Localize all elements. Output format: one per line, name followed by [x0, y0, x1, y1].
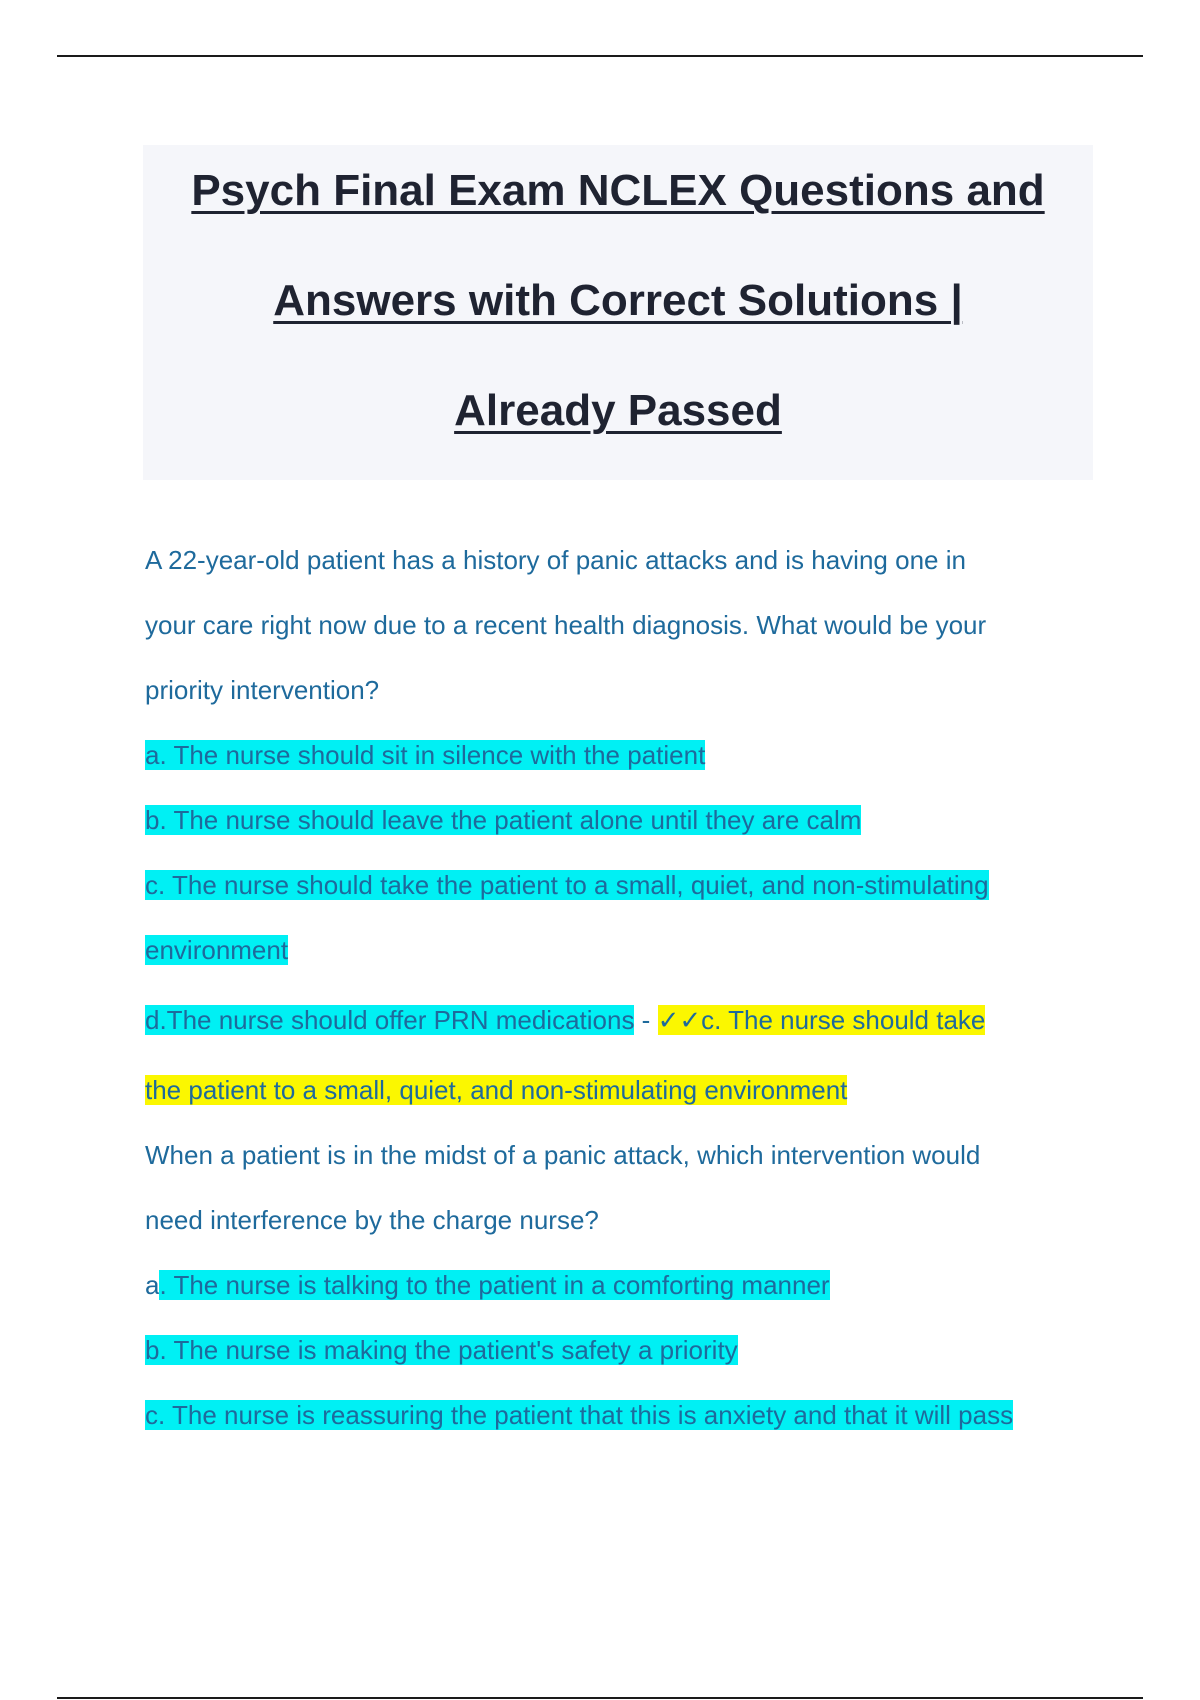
correct-answer-line-2: the patient to a small, quiet, and non-stimulating environment: [145, 1075, 848, 1105]
title-block: [143, 145, 1093, 480]
option-c-text-line-2: environment: [145, 935, 289, 965]
option-a-text: a. The nurse should sit in silence with the patient: [145, 740, 706, 770]
page-title-line-2: Answers with Correct Solutions |: [273, 276, 963, 325]
page-title-line-1: Psych Final Exam NCLEX Questions and: [191, 166, 1045, 215]
option-c-text: c. The nurse is reassuring the patient that this is anxiety and that it will pass: [145, 1400, 1014, 1430]
question-2-option-b: [145, 1333, 738, 1367]
question-2-stem-line-2: need interference by the charge nurse?: [145, 1205, 599, 1235]
option-a-prefix: a: [145, 1270, 160, 1300]
question-1-option-c-line-2: [145, 933, 288, 967]
option-c-text-line-1: c. The nurse should take the patient to a small, quiet, and non-stimulating: [145, 870, 989, 900]
correct-answer-line-1: ✓✓c. The nurse should take: [657, 1005, 986, 1035]
bottom-rule: [57, 1697, 1143, 1699]
option-b-text: b. The nurse should leave the patient alone until they are calm: [145, 805, 862, 835]
option-a-text: . The nurse is talking to the patient in a comforting manner: [159, 1270, 830, 1300]
answer-separator: -: [634, 1005, 658, 1035]
question-1-option-a: [145, 738, 705, 772]
option-d-text: d.The nurse should offer PRN medications: [145, 1005, 635, 1035]
question-1-stem-line-3: priority intervention?: [145, 675, 380, 705]
question-2-option-a: [145, 1268, 830, 1302]
question-1-stem-line-2: your care right now due to a recent health diagnosis. What would be your: [145, 610, 987, 640]
question-1-option-c-line-1: [145, 868, 989, 902]
question-1-answer-line-2: [145, 1073, 847, 1107]
question-1-option-d-with-answer: [145, 1003, 985, 1037]
question-2-stem-line-1: When a patient is in the midst of a panic attack, which intervention would: [145, 1140, 981, 1170]
question-1-option-b: [145, 803, 861, 837]
option-b-text: b. The nurse is making the patient's safety a priority: [145, 1335, 738, 1365]
question-2-option-c: [145, 1398, 1013, 1432]
page-title-line-3: Already Passed: [454, 386, 782, 435]
top-rule: [57, 55, 1143, 57]
question-1-stem-line-1: A 22-year-old patient has a history of panic attacks and is having one in: [145, 545, 966, 575]
